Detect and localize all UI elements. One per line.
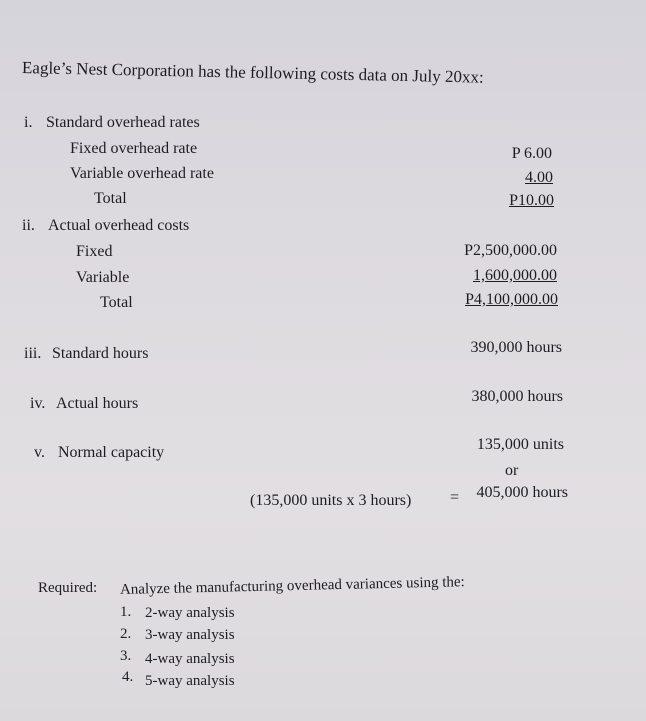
section-ii-number: ii. [22, 217, 35, 234]
actual-fixed-label: Fixed [76, 243, 113, 260]
required-text: Analyze the manufacturing overhead variances using the: [119, 574, 465, 598]
required-item-4-num: 4. [122, 669, 134, 685]
rate-total-label: Total [94, 190, 127, 207]
required-item-2: 3-way analysis [145, 627, 235, 643]
section-i-heading: Standard overhead rates [46, 114, 200, 131]
variable-rate-label: Variable overhead rate [70, 165, 214, 182]
or-text: or [505, 462, 519, 479]
required-item-1: 2-way analysis [145, 605, 235, 621]
fixed-rate-value: P 6.00 [511, 145, 552, 162]
required-item-3-num: 3. [120, 648, 132, 664]
actual-fixed-value: P2,500,000.00 [464, 242, 557, 259]
required-item-1-num: 1. [120, 604, 132, 620]
normal-capacity-value: 135,000 units [476, 436, 564, 453]
capacity-hours-value: 405,000 hours [476, 484, 568, 501]
required-item-4: 5-way analysis [145, 673, 235, 689]
actual-hours-value: 380,000 hours [471, 388, 563, 405]
standard-hours-value: 390,000 hours [470, 339, 562, 356]
actual-total-label: Total [100, 294, 133, 311]
actual-variable-label: Variable [76, 269, 130, 286]
variable-rate-value: 4.00 [525, 169, 553, 186]
normal-capacity-label: Normal capacity [58, 444, 165, 461]
intro-text: Eagle’s Nest Corporation has the following costs data on July 20xx: [21, 58, 484, 87]
rate-total-value: P10.00 [509, 192, 554, 209]
equals-sign: = [450, 489, 460, 506]
section-i-number: i. [24, 114, 33, 131]
actual-hours-label: Actual hours [56, 395, 139, 412]
required-label: Required: [38, 580, 98, 596]
fixed-rate-label: Fixed overhead rate [70, 140, 198, 157]
actual-total-value: P4,100,000.00 [465, 291, 558, 308]
actual-variable-value: 1,600,000.00 [473, 267, 557, 284]
standard-hours-label: Standard hours [52, 345, 149, 362]
required-item-2-num: 2. [120, 626, 132, 642]
section-iii-number: iii. [24, 345, 42, 362]
required-item-3: 4-way analysis [145, 651, 235, 667]
section-ii-heading: Actual overhead costs [48, 217, 190, 234]
capacity-calculation: (135,000 units x 3 hours) [250, 492, 412, 509]
section-iv-number: iv. [30, 395, 46, 412]
section-v-number: v. [34, 444, 45, 461]
